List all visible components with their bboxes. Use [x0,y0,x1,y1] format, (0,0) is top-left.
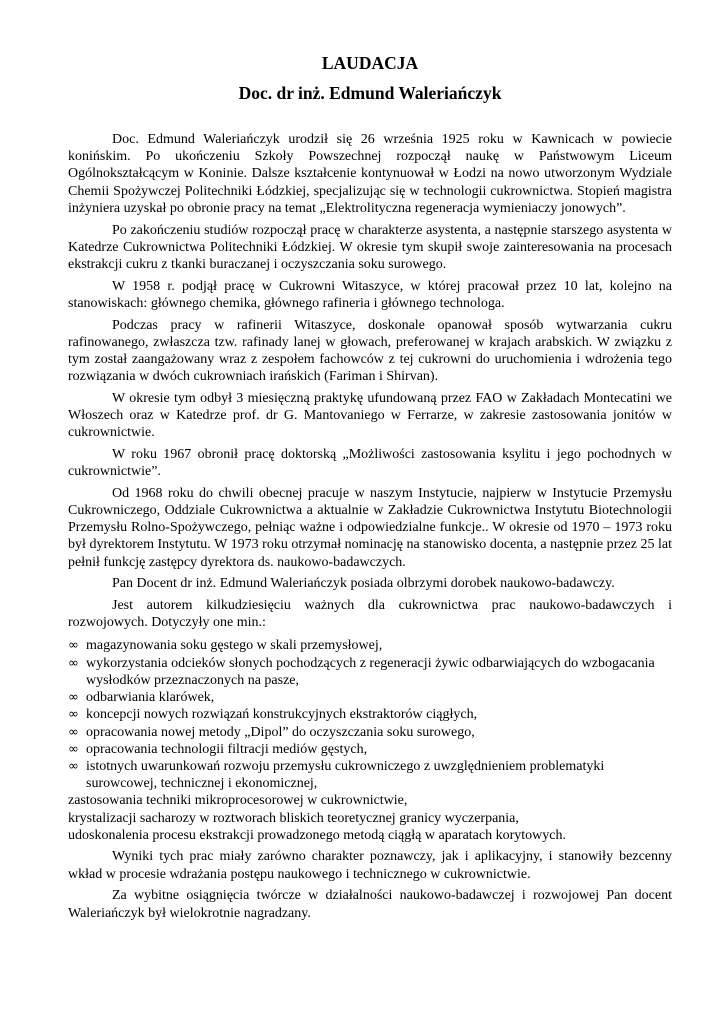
list-item [68,724,672,741]
infinity-bullet-icon: ∞ [68,655,79,671]
paragraph-witaszyce: W 1958 r. podjął pracę w Cukrowni Witaszyce, w której pracował przez 10 lat, kolejno na stanowiskach: głównego chemika, głównego rafineria i głównego technologa. [68,278,672,311]
plain-list-line: krystalizacji sacharozy w roztworach bliskich teoretycznej granicy wyczerpania, [68,810,519,826]
document-page [68,52,672,926]
infinity-bullet-icon: ∞ [68,638,79,654]
infinity-bullet-icon: ∞ [68,707,79,723]
infinity-bullet-icon: ∞ [68,741,79,757]
infinity-bullet-icon: ∞ [68,690,79,706]
plain-list-line: zastosowania techniki mikroprocesorowej w cukrownictwie, [68,793,408,809]
list-item [68,706,672,723]
paragraph-doctorate: W roku 1967 obronił pracę doktorską „Możliwości zastosowania ksylitu i jego pochodnych w cukrownictwie”. [68,446,672,480]
list-item-text: magazynowania soku gęstego w skali przemysłowej, [86,638,383,654]
paragraph-refinery: Podczas pracy w rafinerii Witaszyce, doskonale opanował sposób wytwarzania cukru rafinowanego, zwłaszcza tzw. rafinady lanej w głowach, preferowanej w krajach arabskich. W związku z tym został zaangażowany wraz z zespołem fachowców z tej cukrowni do uruchomienia i wdrożenia tego rozwiązania w dwóch cukrowniach irańskich (Fariman i Shirvan). [68,317,672,385]
paragraph-achievements: Pan Docent dr inż. Edmund Waleriańczyk posiada olbrzymi dorobek naukowo-badawczy. [112,576,615,592]
document-body [68,131,672,922]
list-item-text: koncepcji nowych rozwiązań konstrukcyjnych ekstraktorów ciągłych, [86,707,478,723]
list-item-text: opracowania nowej metody „Dipol” do oczyszczania soku surowego, [86,724,475,740]
list-item [68,741,672,758]
list-item-text: opracowania technologii filtracji mediów gęstych, [86,741,368,757]
infinity-bullet-icon: ∞ [68,758,79,774]
list-item [68,637,672,654]
paragraph-works-intro: Jest autorem kilkudziesięciu ważnych dla cukrownictwa prac naukowo-badawczych i rozwojowych. Dotyczyły one min.: [68,598,672,631]
infinity-bullet-icon: ∞ [68,724,79,740]
works-list [68,637,672,792]
list-item [68,758,672,792]
paragraph-fao-internship: W okresie tym odbył 3 miesięczną praktykę ufundowaną przez FAO w Zakładach Montecatini we Włoszech oraz w Katedrze prof. dr G. Mantovaniego w Ferrarze, w zakresie zastosowania jonitów w cukrownictwie. [68,390,672,441]
paragraph-biography: Doc. Edmund Waleriańczyk urodził się 26 września 1925 roku w Kawnicach w powiecie konińskim. Po ukończeniu Szkoły Powszechnej rozpoczął naukę w Państwowym Liceum Ogólnokształcącym w Koninie. Dalsze kształcenie kontynuował w Łodzi na nowo utworzonym Wydziale Chemii Spożywczej Politechniki Łódzkiej, specjalizując się w technologii cukrownictwa. Stopień magistra inżyniera uzyskał po obronie pracy na temat „Elektrolityczna regeneracja wymieniaczy jonowych”. [68,132,672,216]
paragraph-awards: Za wybitne osiągnięcia twórcze w działalności naukowo-badawczej i rozwojowej Pan docent Waleriańczyk był wielokrotnie nagradzany. [68,888,672,921]
list-item-text: wykorzystania odcieków słonych pochodzących z regeneracji żywic odbarwiających do wzbogacania wysłodków przeznaczonych na pasze, [86,655,655,688]
document-title: LAUDACJA [321,53,419,73]
paragraph-institute: Od 1968 roku do chwili obecnej pracuje w naszym Instytucie, najpierw w Instytucie Przemysłu Cukrowniczego, Oddziale Cukrownictwa a aktualnie w Zakładzie Cukrownictwa Instytutu Biotechnologii Przemysłu Rolno-Spożywczego, pełniąc ważne i odpowiedzialne funkcje.. W okresie od 1970 – 1973 roku był dyrektorem Instytutu. W 1973 roku otrzymał nominację na stanowisko docenta, a następnie przez 25 lat pełnił funkcję zastępcy dyrektora ds. naukowo-badawczych. [68,485,672,570]
paragraph-results: Wyniki tych prac miały zarówno charakter poznawczy, jak i aplikacyjny, i stanowiły bezcenny wkład w procesie wdrażania postępu naukowego i technicznego w cukrownictwie. [68,849,672,882]
list-item-text: istotnych uwarunkowań rozwoju przemysłu cukrowniczego z uwzględnieniem problematyki surowcowej, technicznej i ekonomicznej, [86,758,605,792]
paragraph-assistant: Po zakończeniu studiów rozpoczął pracę w charakterze asystenta, a następnie starszego asystenta w Katedrze Cukrownictwa Politechniki Łódzkiej. W okresie tym skupił swoje zainteresowania na procesach ekstrakcji cukru z tkanki buraczanej i oczyszczania soku surowego. [68,222,672,272]
plain-list-line: udoskonalenia procesu ekstrakcji prowadzonego metodą ciągłą w aparatach korytowych. [68,827,566,843]
list-item [68,689,672,706]
list-item [68,655,672,689]
document-subtitle: Doc. dr inż. Edmund Waleriańczyk [238,83,502,103]
list-item-text: odbarwiania klarówek, [86,690,215,706]
